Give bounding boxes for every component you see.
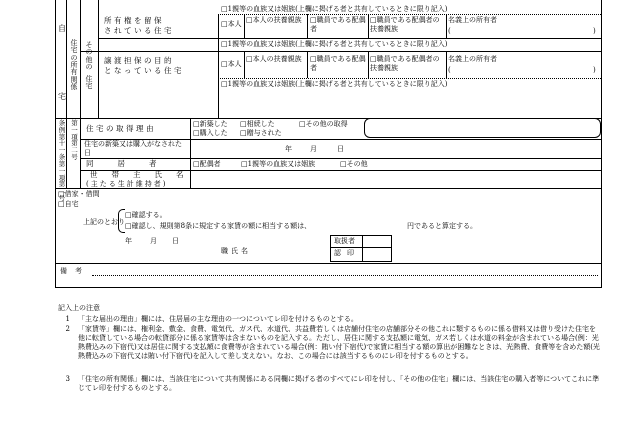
row1-footer-note: □1親等の血族又は姻族(上欄に掲げる者と共有しているときに限り記入) xyxy=(221,40,448,48)
date-row-label: 住宅の新築又は購入がなされた日 xyxy=(84,140,182,157)
row2-opt1[interactable]: □ 本人 xyxy=(221,60,242,68)
householder-sublabel: (主たる生計維持者) xyxy=(86,180,168,188)
confirm-check1[interactable]: □ 確認する。 xyxy=(125,211,167,219)
row2-opt3[interactable]: □ 職員である配偶者 xyxy=(310,55,366,73)
date-month: 月 xyxy=(310,145,317,153)
row2-opt4[interactable]: □ 職員である配偶者の扶養親族 xyxy=(370,55,444,73)
row2-opt2[interactable]: □ 本人の扶養親族 xyxy=(246,55,304,64)
row2-nominal: 名義上の所有者 xyxy=(448,55,497,63)
cohab-spouse[interactable]: □ 配偶者 xyxy=(193,160,221,168)
frame-right xyxy=(601,0,602,287)
ownership-vertical-label: 住宅の所有関係 xyxy=(70,39,78,92)
row2-paren-open: ( xyxy=(448,66,451,74)
acquisition-label: 住宅の取得理由 xyxy=(86,124,156,133)
row2-paren-close: ) xyxy=(593,66,596,74)
householder-label: 世帯主氏名 xyxy=(90,170,198,179)
row1-opt2[interactable]: □ 本人の扶養親族 xyxy=(246,16,304,25)
note-3-text: 「住宅の所有関係」欄には、当該住宅について共有関係にある同欄に掲げる者のすべてにレ印を付し、「その他の住宅」欄には、当該住宅の購入者等についてこれに準じてレ印を付するものとする。 xyxy=(78,375,600,392)
acq-other-bracket[interactable] xyxy=(364,118,601,138)
confirm-year: 年 xyxy=(125,237,132,245)
frame-bottom xyxy=(55,287,602,288)
note-2-num: 2 xyxy=(65,325,70,333)
row1-opt3[interactable]: □ 職員である配偶者 xyxy=(310,16,366,34)
status-opt2[interactable]: □ 自宅 xyxy=(58,200,79,208)
cohabitant-label: 同居者 xyxy=(86,159,181,168)
seal-label: 認印 xyxy=(334,249,360,257)
note-1-num: 1 xyxy=(65,315,70,323)
confirm-bracket xyxy=(118,209,125,233)
row1-label2: されている住宅 xyxy=(104,26,174,35)
cohab-other[interactable]: □ その他 xyxy=(340,160,368,168)
confirm-check2[interactable]: □ 確認し、規則第8条に規定する家賃の額に相当する額は、 xyxy=(125,222,311,230)
row1-header-note: □1親等の血族又は姻族(上欄に掲げる者と共有しているときに限り記入) xyxy=(221,5,448,13)
article-vertical-label: 条例第十一条第一項第二号 xyxy=(58,119,66,202)
section-jitaku-bottom: 宅 xyxy=(58,92,66,101)
date-day: 日 xyxy=(337,145,344,153)
acq-buy[interactable]: □ 購入した xyxy=(193,129,228,137)
confirm-amount-suffix: 円であると算定する。 xyxy=(407,222,477,230)
remarks-line[interactable] xyxy=(92,275,598,276)
officer-label: 職氏名 xyxy=(221,247,251,255)
note-2-text: 「家賃等」欄には、権利金、敷金、食費、電気代、ガス代、水道代、共益費若しくは店舗付住宅の店舗部分その他これに類するものに係る借料又は借り受けた住宅を他に転貸している場合の転貸部分に係る家賃等は含まないものを記入する。ただし、居住に関する支払額に電気、ガス若しくは水道の料金が含まれている場合(例：光熱費込みの下宿代)又は居住に関する支払額に食費等が含まれている場合(例：賄い付下宿代)で家賃に相当する額の算出が困難なときは、光熱費、食費等を含めた額(光熱費込みの下宿代又は賄い付下宿代)を記入して差し支えない。なお、この場合には該当するものにレ印を付するものとする。 xyxy=(78,325,600,360)
row1-opt1[interactable]: □ 本人 xyxy=(221,20,242,28)
row1-nominal: 名義上の所有者 xyxy=(448,16,497,24)
notes-title: 記入上の注意 xyxy=(58,304,100,312)
confirm-month: 月 xyxy=(150,237,157,245)
date-year: 年 xyxy=(285,145,292,153)
acq-new[interactable]: □ 新築した xyxy=(193,120,228,128)
note-3-num: 3 xyxy=(65,375,70,383)
row2-label2: となっている住宅 xyxy=(104,66,184,75)
remarks-label: 備考 xyxy=(60,267,90,275)
handler-label: 取扱者 xyxy=(334,237,355,245)
acq-gift[interactable]: □ 贈与された xyxy=(240,129,282,137)
row2-footer-note: □1親等の血族又は姻族(上欄に掲げる者と共有しているときに限り記入) xyxy=(221,80,448,88)
acq-other[interactable]: □ その他の取得 xyxy=(299,120,348,128)
other-residence-col-label2: 住宅 xyxy=(85,75,93,91)
confirm-prefix: 上記のとおり xyxy=(83,218,125,226)
other-residence-col-label: その他の xyxy=(85,41,93,72)
row1-paren-close: ) xyxy=(593,27,596,35)
row1-label: 所有権を留保 xyxy=(104,16,164,25)
row1-paren-open: ( xyxy=(448,27,451,35)
frame-left xyxy=(55,0,56,287)
confirm-day: 日 xyxy=(172,237,179,245)
cohab-relative[interactable]: □ 1親等の血族又は姻族 xyxy=(241,160,315,168)
row2-label: 譲渡担保の目的 xyxy=(104,56,174,65)
row1-opt4[interactable]: □ 職員である配偶者の扶養親族 xyxy=(370,16,444,34)
status-opt1[interactable]: □ 借家・借間 xyxy=(58,190,100,198)
acq-inherit[interactable]: □ 相続した xyxy=(240,120,275,128)
note-1-text: 「主な届出の理由」欄には、住居届の主な理由の一つについてレ印を付けるものとする。 xyxy=(78,315,358,323)
section-jitaku-top: 自 xyxy=(58,24,66,33)
